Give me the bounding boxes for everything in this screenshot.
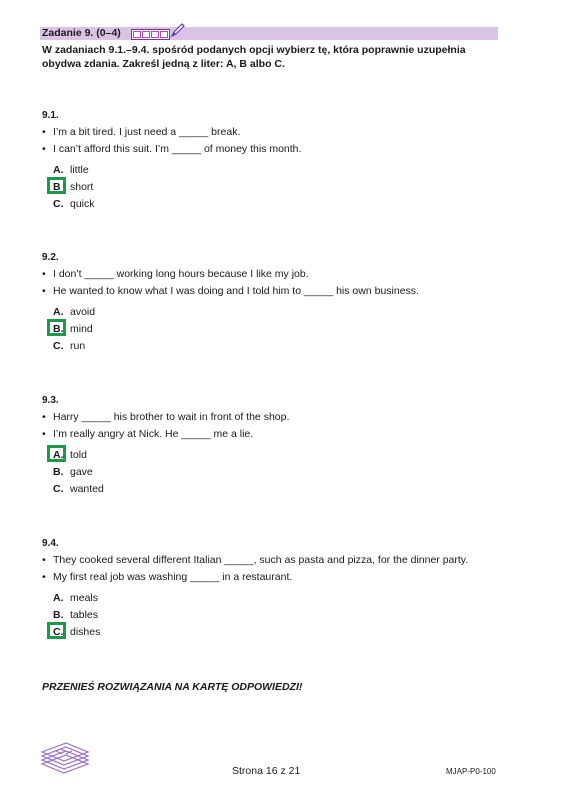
option-a[interactable]: A. told xyxy=(42,447,522,464)
selected-answer-mark: C. xyxy=(53,624,70,641)
sentence: • He wanted to know what I was doing and I told him to _____ his own business. xyxy=(42,285,419,297)
selected-answer-mark: A. xyxy=(53,447,70,464)
task-title: Zadanie 9. (0–4) xyxy=(42,27,121,39)
question-9-2 xyxy=(42,252,522,355)
sentence: • They cooked several different Italian _____, such as pasta and pizza, for the dinner party. xyxy=(42,554,469,566)
sentence: • I don’t _____ working long hours because I like my job. xyxy=(42,268,309,280)
question-number: 9.1. xyxy=(42,110,59,121)
pencil-icon xyxy=(169,22,185,38)
option-a[interactable]: A. meals xyxy=(53,592,99,604)
question-9-1 xyxy=(42,110,522,213)
sentence: • I can’t afford this suit. I’m _____ of money this month. xyxy=(42,143,302,155)
question-9-4 xyxy=(42,538,522,641)
question-number: 9.4. xyxy=(42,538,59,549)
sentence: • Harry _____ his brother to wait in front of the shop. xyxy=(42,411,290,423)
option-b[interactable]: B. mind xyxy=(42,321,522,338)
option-c[interactable]: C. run xyxy=(53,340,86,352)
option-c[interactable]: C. quick xyxy=(53,198,95,210)
option-a[interactable]: A. avoid xyxy=(53,306,96,318)
sentence: • I’m a bit tired. I just need a _____ break. xyxy=(42,126,241,138)
option-b[interactable]: B short xyxy=(42,179,522,196)
option-c[interactable]: C. wanted xyxy=(53,483,104,495)
selected-answer-mark: B xyxy=(53,179,70,196)
option-a[interactable]: A. little xyxy=(53,164,89,176)
sentence: • I’m really angry at Nick. He _____ me a lie. xyxy=(42,428,254,440)
transfer-answers-note: PRZENIEŚ ROZWIĄZANIA NA KARTĘ ODPOWIEDZI! xyxy=(42,681,303,693)
question-number: 9.3. xyxy=(42,395,59,406)
question-9-3 xyxy=(42,395,522,498)
score-boxes-icon xyxy=(131,29,170,40)
option-b[interactable]: B. tables xyxy=(53,609,99,621)
question-number: 9.2. xyxy=(42,252,59,263)
selected-answer-mark: B. xyxy=(53,321,70,338)
option-c[interactable]: C. dishes xyxy=(42,624,522,641)
sentence: • My first real job was washing _____ in a restaurant. xyxy=(42,571,293,583)
document-code: MJAP-P0-100 xyxy=(446,767,496,776)
page-number: Strona 16 z 21 xyxy=(232,765,301,777)
cke-logo-icon xyxy=(38,742,92,776)
option-b[interactable]: B. gave xyxy=(53,466,93,478)
task-instructions: W zadaniach 9.1.–9.4. spośród podanych opcji wybierz tę, która poprawnie uzupełnia obydwa zdania. Zakreśl jedną z liter: A, B albo C. xyxy=(42,44,466,70)
